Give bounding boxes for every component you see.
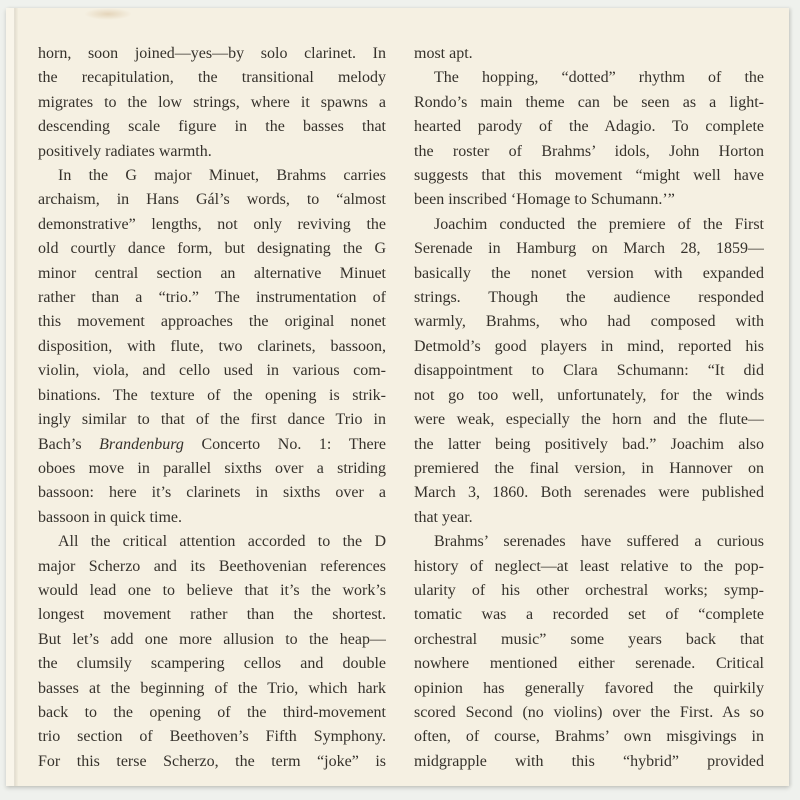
paragraph-continuation — [414, 42, 764, 66]
right-text-column — [414, 42, 764, 774]
text-line: Serenade in Hamburg on March 28, 1859— — [414, 240, 764, 258]
text-line: March 3, 1860. Both serenades were published — [414, 484, 764, 502]
text-line: Brahms’ serenades have suffered a curious — [434, 533, 764, 551]
text-line: bassoon in quick time. — [38, 508, 182, 526]
text-line: oboes move in parallel sixths over a striding — [38, 459, 386, 477]
paragraph — [38, 530, 386, 774]
text-line: All the critical attention accorded to the D — [58, 533, 386, 551]
text-line: basses at the beginning of the Trio, which hark — [38, 679, 386, 697]
paragraph — [414, 66, 764, 212]
text-line: back to the opening of the third-movement — [38, 703, 386, 721]
text-line: ularity of his other orchestral works; symp- — [414, 581, 764, 599]
text-line: would lead one to believe that it’s the work’s — [38, 581, 386, 599]
text-line: Rondo’s main theme can be seen as a light- — [414, 93, 764, 111]
text-line: descending scale figure in the basses that — [38, 118, 386, 136]
text-line: suggests that this movement “might well have — [414, 167, 764, 185]
text-line: the clumsily scampering cellos and double — [38, 655, 386, 673]
text-line: opinion has generally favored the quirkily — [414, 679, 764, 697]
text-line: that year. — [414, 508, 473, 526]
text-line: In the G major Minuet, Brahms carries — [58, 167, 386, 185]
text-line: But let’s add one more allusion to the heap— — [38, 630, 386, 648]
text-line: disappointment to Clara Schumann: “It did — [414, 362, 764, 380]
text-line: this movement approaches the original nonet — [38, 313, 386, 331]
text-line: hearted parody of the Adagio. To complete — [414, 118, 764, 136]
paper-stain — [84, 8, 132, 20]
text-line: the roster of Brahms’ idols, John Horton — [414, 142, 764, 160]
text-line: the recapitulation, the transitional melody — [38, 69, 386, 87]
text-line: history of neglect—at least relative to the pop- — [414, 557, 764, 575]
text-line: strings. Though the audience responded — [414, 289, 764, 307]
text-line: Detmold’s good players in mind, reported his — [414, 337, 764, 355]
left-text-column — [38, 42, 386, 774]
text-line: migrates to the low strings, where it spawns a — [38, 93, 386, 111]
paragraph — [414, 213, 764, 530]
text-line: often, of course, Brahms’ own misgivings in — [414, 728, 764, 746]
paragraph — [38, 164, 386, 530]
text-line: orchestral music” some years back that — [414, 630, 764, 648]
text-line: archaism, in Hans Gál’s words, to “almost — [38, 191, 386, 209]
text-line: major Scherzo and its Beethovenian references — [38, 557, 386, 575]
text-line: been inscribed ‘Homage to Schumann.’” — [414, 191, 675, 209]
text-line: rather than a “trio.” The instrumentation of — [38, 289, 386, 307]
text-line: most apt. — [414, 45, 473, 62]
text-line: the latter being positively bad.” Joachim also — [414, 435, 764, 453]
text-line: horn, soon joined—yes—by solo clarinet. In — [38, 45, 386, 62]
text-line: The hopping, “dotted” rhythm of the — [434, 69, 764, 87]
text-line: binations. The texture of the opening is strik- — [38, 386, 386, 404]
page-fold-crease — [14, 8, 18, 786]
text-line: not go too well, unfortunately, for the winds — [414, 386, 764, 404]
text-line: old courtly dance form, but designating the G — [38, 240, 386, 258]
text-line: basically the nonet version with expanded — [414, 264, 764, 282]
text-line: warmly, Brahms, who had composed with — [414, 313, 764, 331]
text-line: longest movement rather than the shortest. — [38, 606, 386, 624]
text-line: premiered the final version, in Hannover on — [414, 459, 764, 477]
text-line: minor central section an alternative Minuet — [38, 264, 386, 282]
paragraph — [414, 530, 764, 774]
text-line: nowhere mentioned either serenade. Critical — [414, 655, 764, 673]
text-line: ingly similar to that of the first dance Trio in — [38, 411, 386, 429]
text-line: disposition, with flute, two clarinets, bassoon, — [38, 337, 386, 355]
text-line: midgrapple with this “hybrid” provided — [414, 752, 764, 770]
text-line: demonstrative” lengths, not only reviving the — [38, 215, 386, 233]
text-line: tomatic was a recorded set of “complete — [414, 606, 764, 624]
text-line: bassoon: here it’s clarinets in sixths over a — [38, 484, 386, 502]
paragraph-continuation — [38, 42, 386, 164]
text-line: For this terse Scherzo, the term “joke” is — [38, 752, 386, 770]
text-line: violin, viola, and cello used in various com- — [38, 362, 386, 380]
text-line: were weak, especially the horn and the flute— — [414, 411, 764, 429]
text-line: trio section of Beethoven’s Fifth Symphony. — [38, 728, 386, 746]
text-line: Joachim conducted the premiere of the First — [434, 215, 764, 233]
text-line: Bach’s Brandenburg Concerto No. 1: There — [38, 435, 386, 453]
booklet-page — [6, 8, 789, 786]
text-line: positively radiates warmth. — [38, 142, 212, 160]
text-line: scored Second (no violins) over the First. As so — [414, 703, 764, 721]
